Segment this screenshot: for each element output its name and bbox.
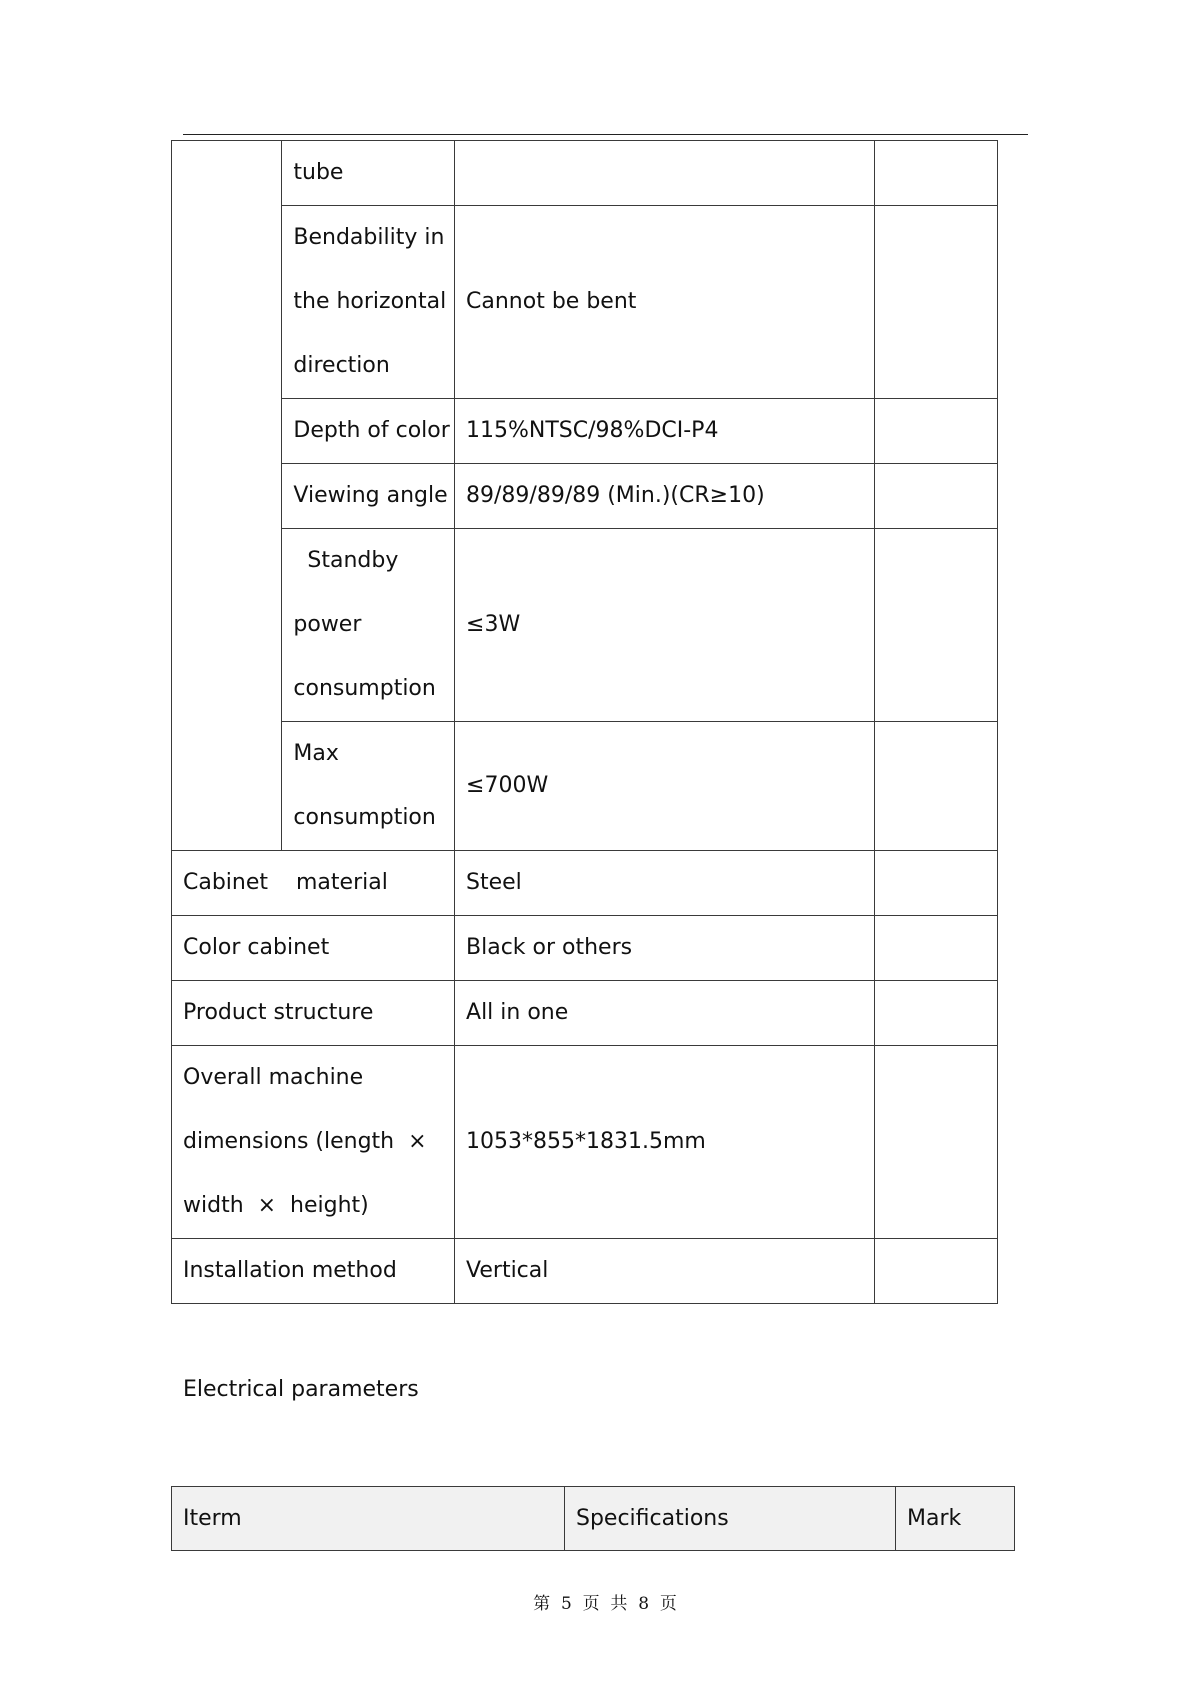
mark-cell [874,464,997,529]
item-cell: Viewing angle [282,464,455,529]
page-footer: 第 5 页 共 8 页 [533,1594,677,1614]
value-cell: Black or others [455,916,875,981]
table-header-row [172,1487,1015,1551]
table-row [172,399,998,464]
mark-cell [874,916,997,981]
table-row [172,722,998,851]
mark-cell [874,1239,997,1304]
item-cell: Max consumption [282,722,455,851]
item-cell: Color cabinet [172,916,455,981]
table-row [172,464,998,529]
value-cell: 89/89/89/89 (Min.)(CR≥10) [455,464,875,529]
mark-cell [874,722,997,851]
value-cell [455,141,875,206]
mark-cell [874,399,997,464]
item-cell: Overall machine dimensions (length × width × height) [172,1046,455,1239]
header-mark: Mark [896,1487,1015,1551]
table-row [172,981,998,1046]
item-cell: Cabinet material [172,851,455,916]
table-row [172,851,998,916]
value-cell: Vertical [455,1239,875,1304]
item-cell: Depth of color [282,399,455,464]
value-cell: All in one [455,981,875,1046]
spec-table [171,140,998,1304]
mark-cell [874,529,997,722]
mark-cell [874,206,997,399]
table-row [172,916,998,981]
item-cell: Bendability in the horizontal direction [282,206,455,399]
table-row [172,1046,998,1239]
value-cell: Cannot be bent [455,206,875,399]
mark-cell [874,851,997,916]
electrical-table [171,1486,1015,1551]
table-row [172,529,998,722]
value-cell: 1053*855*1831.5mm [455,1046,875,1239]
section-title: Electrical parameters [183,1377,419,1402]
table-row [172,1239,998,1304]
item-cell: Installation method [172,1239,455,1304]
table-row [172,141,998,206]
value-cell: ≤3W [455,529,875,722]
value-cell: 115%NTSC/98%DCI-P4 [455,399,875,464]
mark-cell [874,981,997,1046]
item-cell: Standby power consumption [282,529,455,722]
mark-cell [874,1046,997,1239]
header-rule [183,134,1028,135]
header-specifications: Specifications [565,1487,896,1551]
mark-cell [874,141,997,206]
header-item: Iterm [172,1487,565,1551]
table-row [172,206,998,399]
value-cell: Steel [455,851,875,916]
item-cell: Product structure [172,981,455,1046]
merged-category-cell [172,141,282,851]
value-cell: ≤700W [455,722,875,851]
item-cell: tube [282,141,455,206]
